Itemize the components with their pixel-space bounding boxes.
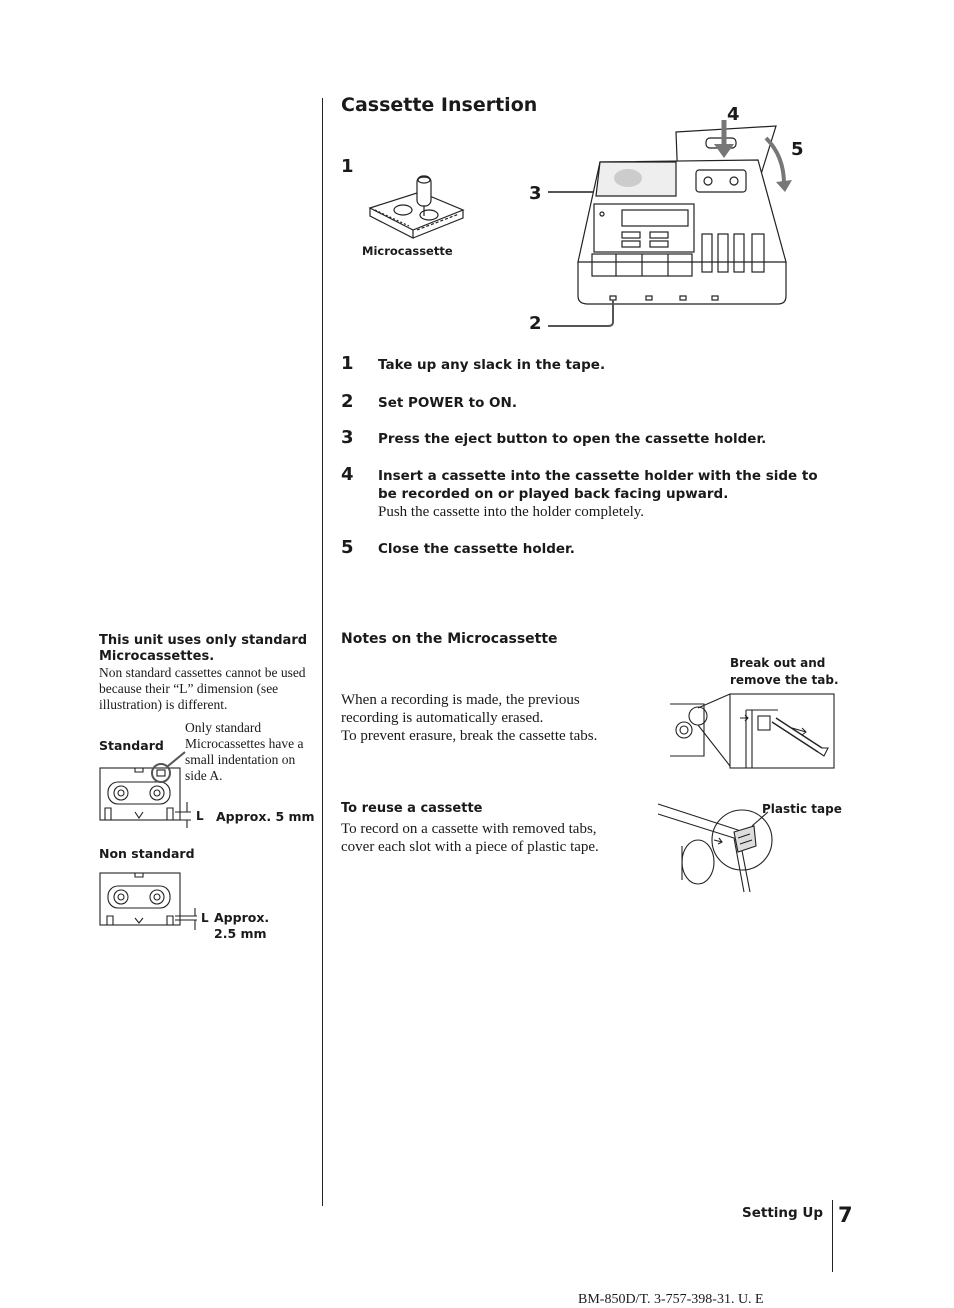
plastic-tape-label: Plastic tape xyxy=(762,802,842,816)
step-2-number: 2 xyxy=(341,391,354,412)
page-number: 7 xyxy=(838,1203,853,1227)
nonstandard-label: Non standard xyxy=(99,846,195,861)
sidebar-heading: This unit uses only standard Microcassettes. xyxy=(99,633,308,664)
nonstandard-l-letter: L xyxy=(201,911,209,925)
step-3-number: 3 xyxy=(341,427,354,448)
erase-text: When a recording is made, the previous recording is automatically erased. xyxy=(341,692,580,726)
nonstandard-cassette-illustration xyxy=(99,870,199,940)
step-4-text: Insert a cassette into the cassette holder with the side to be recorded on or played back facing upward. xyxy=(378,468,818,502)
nonstandard-dimension-line2: 2.5 mm xyxy=(214,926,267,941)
reuse-heading: To reuse a cassette xyxy=(341,801,483,816)
sidebar-body: Non standard cassettes cannot be used because their “L” dimension (see illustration) is different. xyxy=(99,665,306,712)
figure-callout-3: 3 xyxy=(529,183,542,204)
model-code: BM-850D/T. 3-757-398-31. U. E xyxy=(578,1292,764,1307)
column-divider xyxy=(322,98,323,1206)
figure-callout-4: 4 xyxy=(727,104,740,125)
prevent-text: To prevent erasure, break the cassette tabs. xyxy=(341,728,598,744)
nonstandard-dimension-line1: Approx. xyxy=(214,910,270,925)
step-1-number: 1 xyxy=(341,353,354,374)
microcassette-illustration xyxy=(365,170,470,240)
step-3-text: Press the eject button to open the cassette holder. xyxy=(378,431,767,447)
footer-divider xyxy=(832,1200,833,1272)
footer-section: Setting Up xyxy=(742,1205,824,1221)
reuse-text: To record on a cassette with removed tabs, cover each slot with a piece of plastic tape. xyxy=(341,821,599,855)
step-2-text: Set POWER to ON. xyxy=(378,395,517,411)
step-4-note: Push the cassette into the holder completely. xyxy=(378,504,645,520)
step-1-text: Take up any slack in the tape. xyxy=(378,357,606,373)
standard-label: Standard xyxy=(99,738,164,753)
plastic-tape-illustration xyxy=(658,800,778,895)
standard-l-letter: L xyxy=(196,809,204,823)
page-title: Cassette Insertion xyxy=(341,94,538,116)
break-tab-illustration xyxy=(668,692,838,772)
recorder-illustration xyxy=(548,126,808,326)
step-4-number: 4 xyxy=(341,464,354,485)
break-tab-label: Break out and remove the tab. xyxy=(730,656,839,687)
notes-heading: Notes on the Microcassette xyxy=(341,631,558,647)
figure-callout-5: 5 xyxy=(791,139,804,160)
standard-dimension: Approx. 5 mm xyxy=(216,809,315,824)
microcassette-label: Microcassette xyxy=(362,244,453,258)
step-5-text: Close the cassette holder. xyxy=(378,541,575,557)
figure-callout-1: 1 xyxy=(341,156,354,177)
figure-callout-2: 2 xyxy=(529,313,542,334)
standard-note: Only standard Microcassettes have a small indentation on side A. xyxy=(185,720,304,783)
step-5-number: 5 xyxy=(341,537,354,558)
standard-cassette-illustration xyxy=(99,752,199,832)
